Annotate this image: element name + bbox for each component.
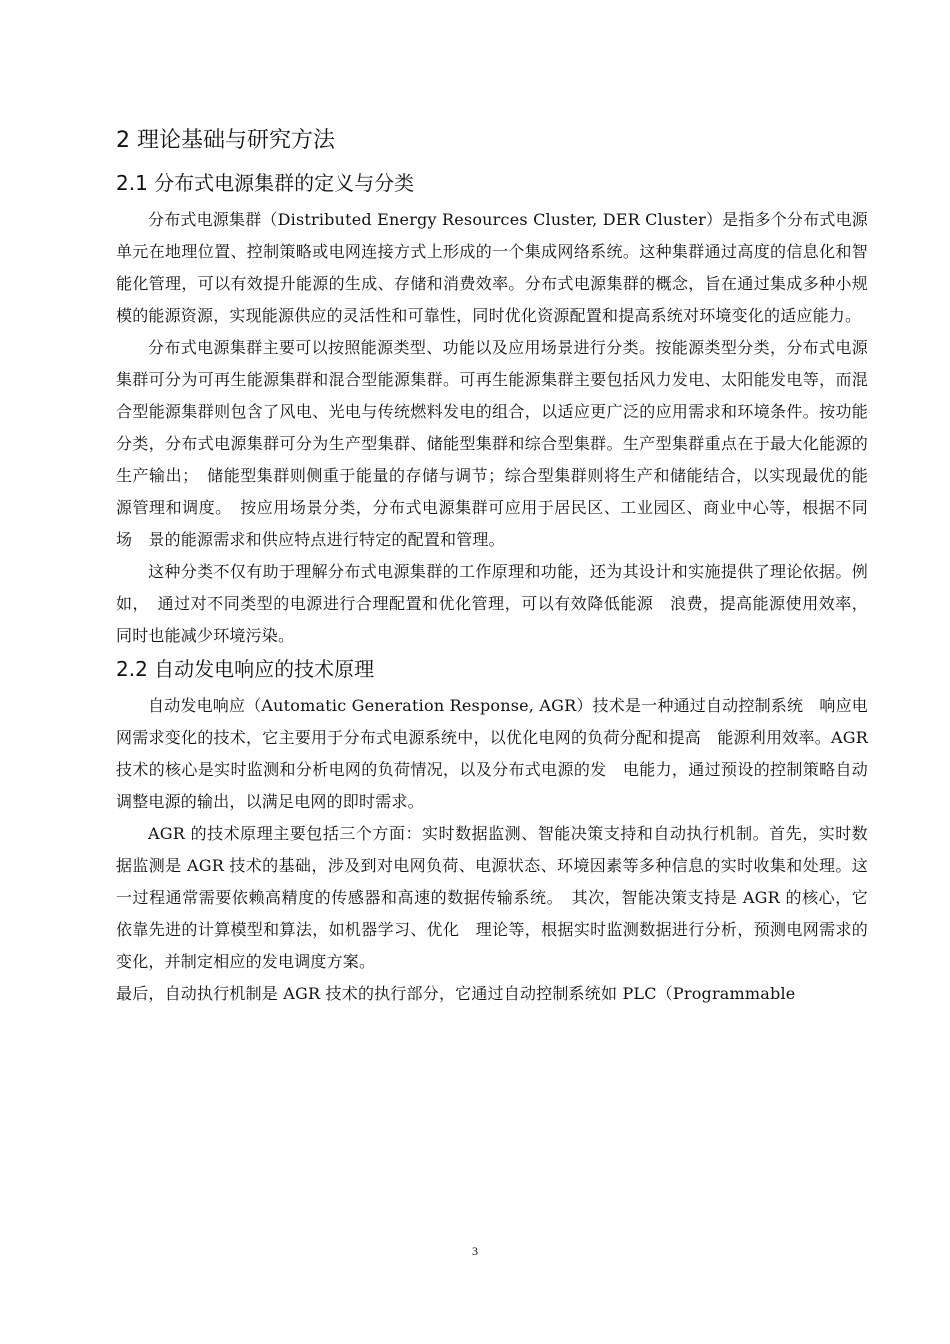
paragraph-der-significance: 这种分类不仅有助于理解分布式电源集群的工作原理和功能，还为其设计和实施提供了理论依据。例如， 通过对不同类型的电源进行合理配置和优化管理，可以有效降低能源 浪费，提高能源使用效率，同时也能减少环境污染。 — [116, 562, 868, 645]
page-number: 3 — [472, 1244, 478, 1258]
section-2-1-title: 2.1 分布式电源集群的定义与分类 — [116, 171, 415, 195]
page-content — [116, 124, 868, 1010]
paragraph-agr-definition: 自动发电响应（Automatic Generation Response, AGR）技术是一种通过自动控制系统 响应电网需求变化的技术，它主要用于分布式电源系统中，以优化电网的负荷分配和提高 能源利用效率。AGR 技术的核心是实时监测和分析电网的负荷情况，以及分布式电源的发 电能力，通过预设的控制策略自动调整电源的输出，以满足电网的即时需求。 — [116, 696, 868, 811]
chapter-title: 2 理论基础与研究方法 — [116, 128, 335, 153]
paragraph-der-classification: 分布式电源集群主要可以按照能源类型、功能以及应用场景进行分类。按能源类型分类，分布式电源集群可分为可再生能源集群和混合型能源集群。可再生能源集群主要包括风力发电、太阳能发电等，而混合型能源集群则包含了风电、光电与传统燃料发电的组合，以适应更广泛的应用需求和环境条件。按功能分类，分布式电源集群可分为生产型集群、储能型集群和综合型集群。生产型集群重点在于最大化能源的生产输出； 储能型集群则侧重于能量的存储与调节；综合型集群则将生产和储能结合，以实现最优的能源管理和调度。 按应用场景分类，分布式电源集群可应用于居民区、工业园区、商业中心等，根据不同场 景的能源需求和供应特点进行特定的配置和管理。 — [116, 338, 868, 549]
section-2-2-title: 2.2 自动发电响应的技术原理 — [116, 657, 375, 681]
paragraph-der-definition: 分布式电源集群（Distributed Energy Resources Cluster, DER Cluster）是指多个分布式电源单元在地理位置、控制策略或电网连接方式上形成的一个集成网络系统。这种集群通过高度的信息化和智能化管理，可以有效提升能源的生成、存储和消费效率。分布式电源集群的概念，旨在通过集成多种小规模的能源资源，实现能源供应的灵活性和可靠性，同时优化资源配置和提高系统对环境变化的适应能力。 — [116, 210, 868, 325]
paragraph-agr-principles: AGR 的技术原理主要包括三个方面：实时数据监测、智能决策支持和自动执行机制。首先，实时数据监测是 AGR 技术的基础，涉及到对电网负荷、电源状态、环境因素等多种信息的实时收集和处理。这一过程通常需要依赖高精度的传感器和高速的数据传输系统。 其次，智能决策支持是 AGR 的核心，它依靠先进的计算模型和算法，如机器学习、优化 理论等，根据实时监测数据进行分析，预测电网需求的变化，并制定相应的发电调度方案。 — [116, 824, 868, 971]
paragraph-agr-execution: 最后，自动执行机制是 AGR 技术的执行部分，它通过自动控制系统如 PLC（Programmable — [116, 984, 796, 1003]
